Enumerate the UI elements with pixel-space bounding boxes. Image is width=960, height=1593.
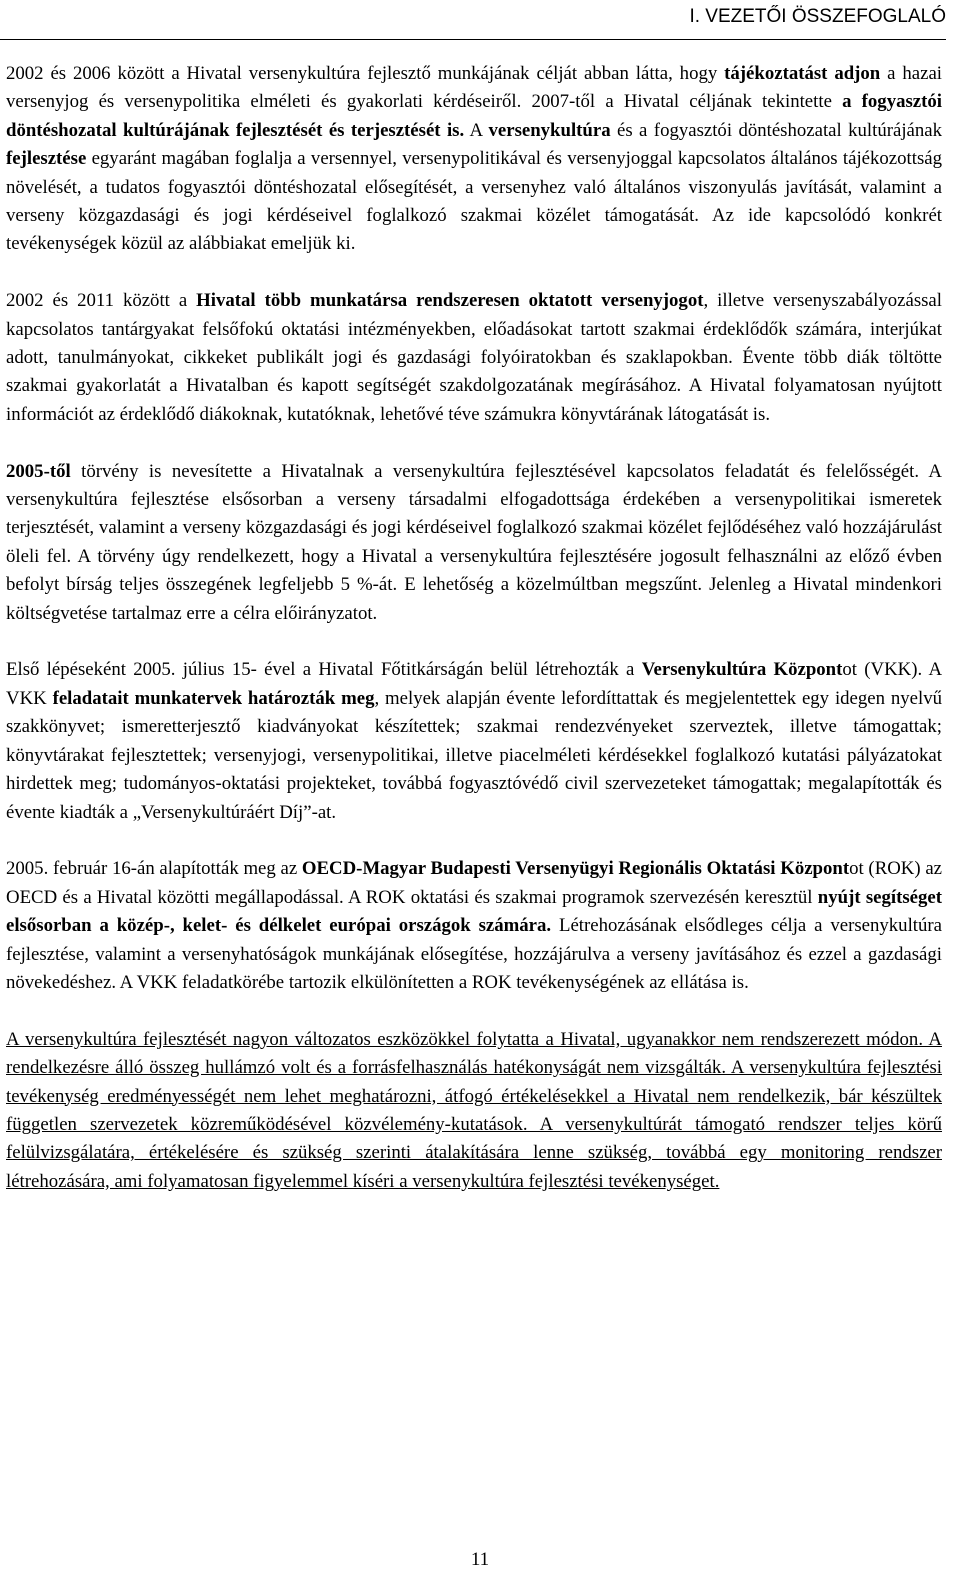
text-run: ot (VKK). A VKK (6, 659, 943, 709)
bold-phrase: a fogyasztói döntéshozatal kultúrájának fejlesztését és terjesztését is. (6, 91, 942, 141)
text-run: A versenykultúra fejlesztését nagyon változatos eszközökkel folytatta a Hivatal, ugyanakkor nem rendszerezett módon. A rendelkezésre álló összeg hullámzó volt és a forrásfelhasználás hatékonyságát nem vizsgálták. A versenykultúra fejlesztési tevékenység eredményességét nem lehet meghatározni, átfogó értékelésekkel a Hivatal nem rendelkezik, bár készültek független szervezetek közreműködésével közvélemény-kutatások. A versenykultúrát támogató rendszer teljes körű felülvizsgálatára, értékelésére és szükség szerinti átalakítására lenne szükség, továbbá egy monitoring rendszer létrehozására, ami folyamatosan figyelemmel kíséri a versenykultúra fejlesztési tevékenységet. (6, 1028, 942, 1192)
text-run: A (464, 119, 489, 141)
bold-phrase: 2005-től (6, 460, 71, 482)
text-run: ot (ROK) az OECD és a Hivatal közötti megállapodással. A ROK oktatási és szakmai programok szervezésén keresztül (6, 858, 943, 908)
bold-phrase: nyújt segítséget elsősorban a közép-, kelet- és délkelet európai országok számára. (6, 886, 942, 937)
text-run: Létrehozásának elsődleges célja a versenykultúra fejlesztése, valamint a versenyhatóságok munkájának elősegítése, hozzájárulva a verseny javításához és ezzel a gazdasági növekedéshez. A VKK feladatkörébe tartozik elkülönítetten a ROK tevékenységének az ellátása is. (6, 915, 942, 993)
paragraph-2 (6, 287, 942, 429)
page-number: 11 (470, 1549, 490, 1570)
paragraph-5 (6, 855, 942, 997)
bold-phrase: OECD-Magyar Budapesti Versenyügyi Regionális Oktatási Központ (301, 858, 850, 880)
bold-phrase: Hivatal több munkatársa rendszeresen oktatott versenyjogot (196, 290, 704, 312)
paragraph-4 (6, 656, 942, 826)
text-run: 2005. február 16-án alapították meg az (6, 858, 302, 880)
paragraph-6 (6, 1026, 942, 1196)
text-run: és a fogyasztói döntéshozatal kultúrájának (610, 119, 942, 141)
bold-phrase: fejlesztése (6, 148, 87, 170)
section-title: I. VEZETŐI ÖSSZEFOGLALÓ (689, 6, 946, 27)
text-run: 2002 és 2011 között a (6, 290, 197, 312)
paragraph-1 (6, 60, 942, 259)
bold-phrase: tájékoztatást adjon (724, 63, 881, 84)
text-run: a hazai versenyjog és versenypolitika elméleti és gyakorlati kérdéseiről. 2007-től a Hivatal céljának tekintette (6, 63, 943, 113)
text-run: Első lépéseként 2005. július 15- ével a Hivatal Főtitkárságán belül létrehozták a (6, 659, 642, 681)
bold-phrase: versenykultúra (488, 119, 611, 141)
text-run: törvény is nevesítette a Hivatalnak a versenykultúra fejlesztésével kapcsolatos feladatát és felelősségét. A versenykultúra fejlesztése elsősorban a verseny társadalmi elfogadottsága érdekében a versenypolitikai ismeretek terjesztését, valamint a verseny közgazdasági és jogi kérdéseivel foglalkozó szakmai közélet fejlődéséhez való hozzájárulást öleli fel. A törvény úgy rendelkezett, hogy a Hivatal a versenykultúra fejlesztésére jogosult felhasználni az előző évben befolyt bírság teljes összegének legfeljebb 5 %-át. E lehetőség a közelmúltban megszűnt. Jelenleg a Hivatal mindenkori költségvetése tartalmaz erre a célra előirányzatot. (6, 460, 942, 624)
page-header (0, 0, 946, 40)
body-text (6, 60, 942, 1196)
bold-phrase: feladatait munkatervek határozták meg (52, 687, 375, 709)
text-run: egyaránt magában foglalja a versennyel, versenypolitikával és versenyjoggal kapcsolatos általános tájékozottság növelését, a tudatos fogyasztói döntéshozatal elősegítését, a versenyhez való általános viszonyulás javítását, valamint a verseny közgazdasági és jogi kérdéseivel foglalkozó szakmai közélet támogatását. Az ide kapcsolódó konkrét tevékenységek közül az alábbiakat emeljük ki. (6, 148, 942, 255)
text-run: , illetve versenyszabályozással kapcsolatos tantárgyakat felsőfokú oktatási intézményekben, előadásokat tartott szakmai érdeklődők számára, interjúkat adott, tanulmányokat, cikkeket publikált jogi és gazdasági folyóiratokban és szaklapokban. Évente több diák töltötte szakmai gyakorlatát a Hivatalban és kapott segítségét szakdolgozatának megírásához. A Hivatal folyamatosan nyújtott információt az érdeklődő diákoknak, kutatóknak, lehetővé téve számukra könyvtárának látogatását is. (6, 290, 942, 425)
paragraph-3 (6, 458, 942, 628)
text-run: , melyek alapján évente lefordíttattak és megjelentettek egy idegen nyelvű szakkönyvet; ismeretterjesztő kiadványokat készítettek; szakmai rendezvényeket szerveztek, illetve támogattak; könyvtárakat fejlesztettek; versenyjogi, versenypolitikai, illetve piacelméleti kérdésekkel foglalkozó kutatási pályázatokat hirdettek meg; tudományos-oktatási projekteket, továbbá fogyasztóvédő civil szervezeteket támogattak; megalapították és évente kiadták a „Versenykultúráért Díj”-at. (6, 687, 942, 823)
bold-phrase: Versenykultúra Központ (641, 659, 843, 681)
text-run: 2002 és 2006 között a Hivatal versenykultúra fejlesztő munkájának célját abban látta, hogy (6, 63, 725, 84)
